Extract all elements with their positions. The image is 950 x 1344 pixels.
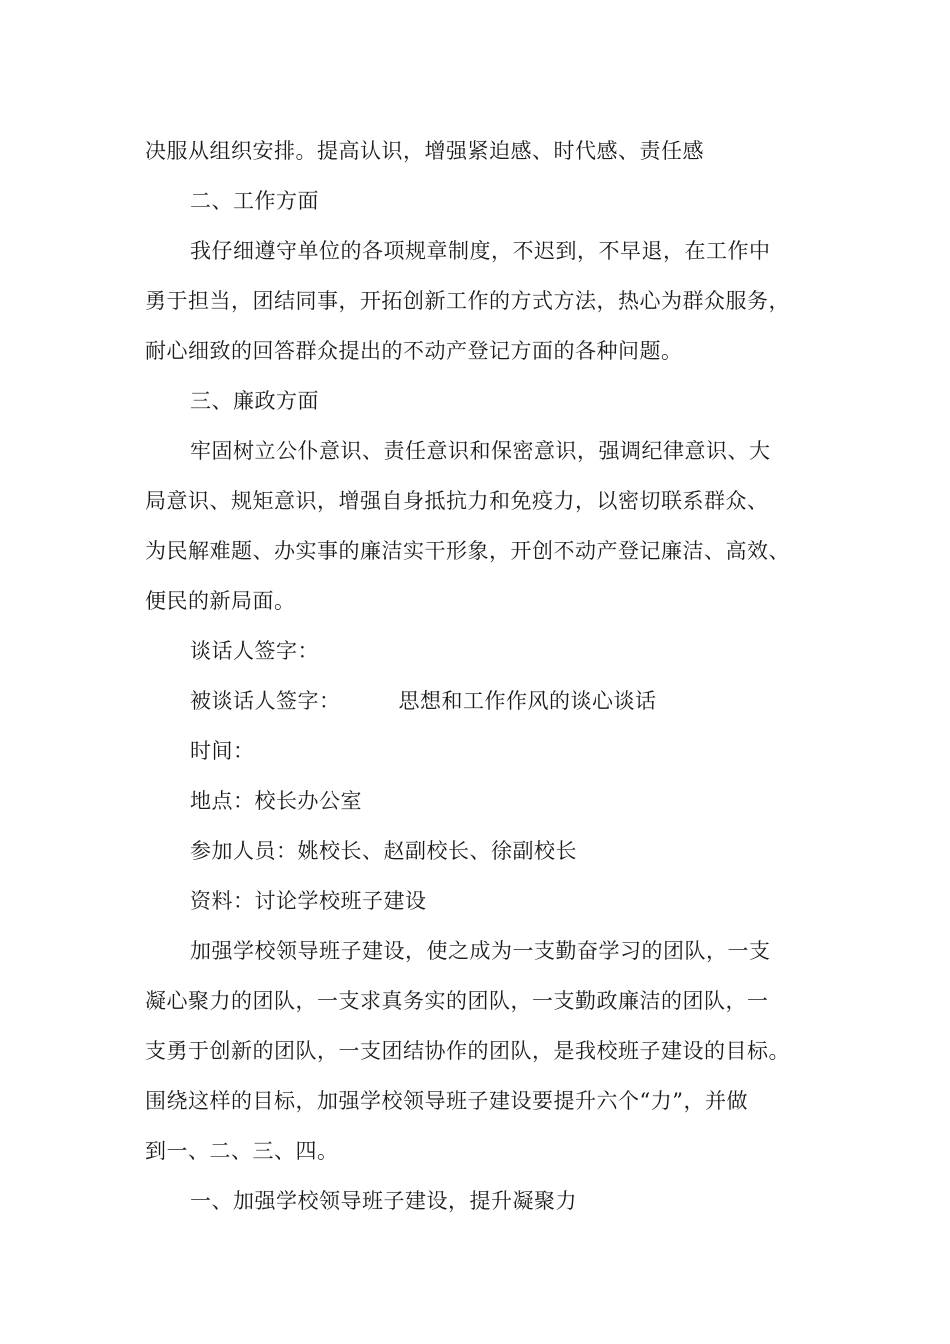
paragraph-line: 局意识、规矩意识，增强自身抵抗力和免疫力，以密切联系群众、 <box>145 489 769 513</box>
location-line: 地点：校长办公室 <box>190 789 362 813</box>
section-heading-cohesion: 一、加强学校领导班子建设，提升凝聚力 <box>190 1189 577 1213</box>
document-title: 思想和工作作风的谈心谈话 <box>398 689 657 713</box>
interviewee-signature-label: 被谈话人签字： <box>190 689 341 713</box>
paragraph-line: 为民解难题、办实事的廉洁实干形象，开创不动产登记廉洁、高效、 <box>145 539 790 563</box>
paragraph-line: 我仔细遵守单位的各项规章制度，不迟到，不早退，在工作中 <box>190 239 771 263</box>
paragraph-line: 耐心细致的回答群众提出的不动产登记方面的各种问题。 <box>145 339 683 363</box>
time-label: 时间： <box>190 739 255 763</box>
paragraph-line: 到一、二、三、四。 <box>145 1139 339 1163</box>
paragraph-line: 便民的新局面。 <box>145 589 296 613</box>
topic-line: 资料：讨论学校班子建设 <box>190 889 427 913</box>
paragraph-line: 围绕这样的目标，加强学校领导班子建设要提升六个“力”，并做 <box>145 1089 748 1113</box>
interviewee-signature-row <box>190 686 657 716</box>
paragraph-line: 加强学校领导班子建设，使之成为一支勤奋学习的团队，一支 <box>190 939 771 963</box>
paragraph-line: 支勇于创新的团队，一支团结协作的团队，是我校班子建设的目标。 <box>145 1039 790 1063</box>
paragraph-line: 勇于担当，团结同事，开拓创新工作的方式方法，热心为群众服务， <box>145 289 790 313</box>
paragraph-line: 凝心聚力的团队，一支求真务实的团队，一支勤政廉洁的团队，一 <box>145 989 769 1013</box>
paragraph-line: 牢固树立公仆意识、责任意识和保密意识，强调纪律意识、大 <box>190 439 771 463</box>
section-heading-integrity: 三、廉政方面 <box>190 389 319 413</box>
paragraph-line: 决服从组织安排。提高认识，增强紧迫感、时代感、责任感 <box>145 139 704 163</box>
attendees-line: 参加人员：姚校长、赵副校长、徐副校长 <box>190 839 577 863</box>
section-heading-work: 二、工作方面 <box>190 189 319 213</box>
interviewer-signature-label: 谈话人签字： <box>190 639 319 663</box>
